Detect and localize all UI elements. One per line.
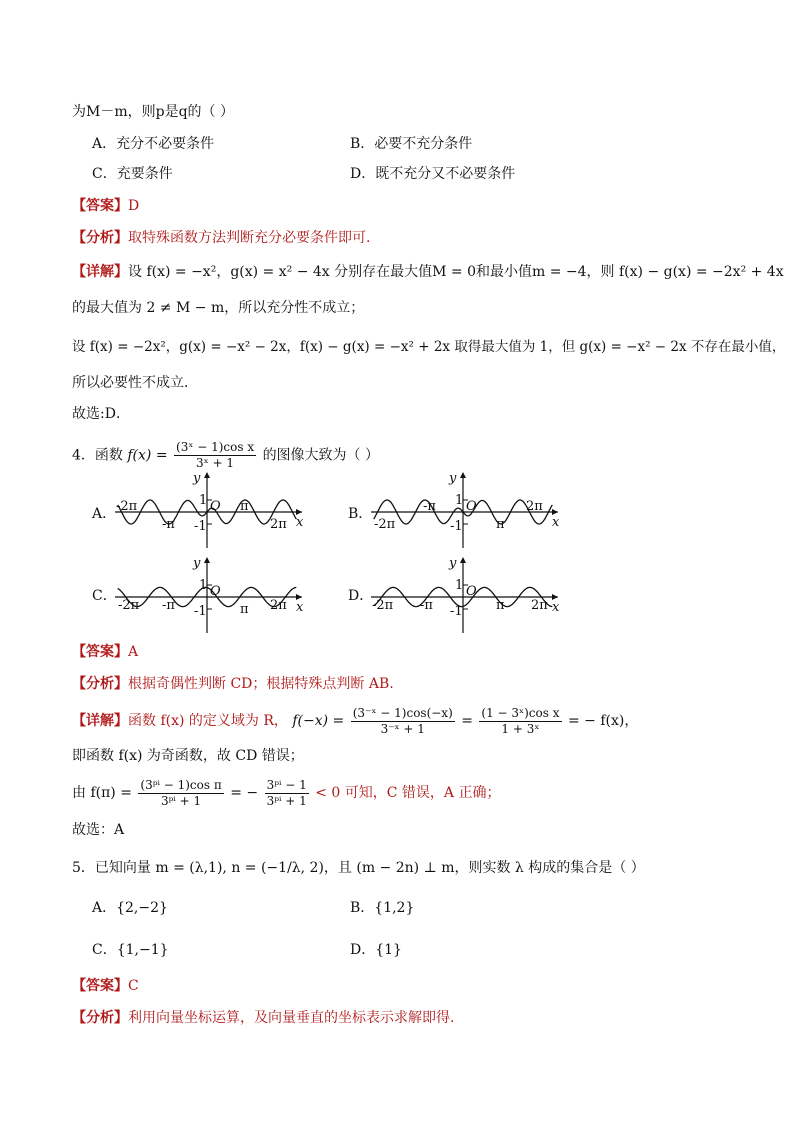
- answer-tag: 【答案】: [72, 978, 128, 994]
- q4-stem: [72, 440, 379, 471]
- detail-tag: 【详解】: [72, 264, 128, 280]
- detail-frac-2-num: (1 − 3ˣ)cos x: [481, 705, 560, 720]
- detail-l3-frac-2-den: 3ᵖⁱ + 1: [266, 793, 307, 808]
- tick-label-2pi: 2π: [531, 598, 548, 613]
- q4-graph-a: [110, 470, 310, 550]
- y-axis-arrow: [460, 472, 466, 478]
- tick-label-neg-pi: -π: [423, 499, 436, 514]
- detail-text-c: = − f(x)，: [567, 713, 639, 729]
- detail-frac-1-num: (3⁻ˣ − 1)cos(−x): [352, 705, 453, 720]
- y-axis-label: y: [193, 471, 201, 486]
- x-axis-label: x: [296, 515, 304, 530]
- q3-detail-row: [72, 262, 784, 282]
- detail-f-neg-x: f(−x) =: [292, 713, 345, 729]
- detail-eq: =: [461, 713, 473, 729]
- q4-graph-c-label: C．: [92, 588, 117, 604]
- detail-frac-2: [479, 706, 561, 737]
- q4-detail-row: [72, 704, 638, 738]
- q4-graph-d: [366, 555, 566, 635]
- q4-graph-d-label: D．: [348, 588, 374, 604]
- one-label: 1: [199, 493, 208, 508]
- q4-numerator: (3ˣ − 1)cos x: [176, 440, 255, 454]
- detail-l3-frac-2: [265, 778, 309, 809]
- q3-choose: 故选:D．: [72, 406, 130, 422]
- q5-option-b: B．{1,2}: [350, 900, 415, 916]
- tick-label-neg-pi: -π: [420, 598, 433, 613]
- x-axis-label: x: [552, 600, 560, 615]
- tick-label-neg-pi: -π: [162, 598, 175, 613]
- q4-graph-b-label: B．: [348, 506, 373, 522]
- q4-analysis-row: [72, 674, 394, 694]
- detail-l3-frac-1: [138, 778, 223, 809]
- q4-denominator: 3ˣ + 1: [196, 456, 235, 470]
- q4-fraction: [174, 440, 256, 471]
- y-axis-label: y: [449, 556, 457, 571]
- tick-label-2pi: 2π: [270, 517, 287, 532]
- q4-detail-line2: 即函数 f(x) 为奇函数，故 CD 错误；: [72, 748, 304, 764]
- tick-label-pi: π: [240, 499, 249, 514]
- detail-l3-frac-2-num: 3ᵖⁱ − 1: [266, 777, 307, 792]
- y-axis-arrow: [204, 557, 210, 563]
- q3-stem-tail: 为M－m，则p是q的（ ）: [72, 104, 234, 120]
- analysis-text: 取特殊函数方法判断充分必要条件即可.: [128, 230, 371, 246]
- q3-option-c: C．充要条件: [92, 166, 173, 182]
- x-axis-label: x: [552, 515, 560, 530]
- q3-detail-line2: 的最大值为 2 ≠ M − m，所以充分性不成立；: [72, 300, 365, 316]
- origin-label: O: [466, 499, 477, 514]
- detail-l3-frac-1-num: (3ᵖⁱ − 1)cos π: [140, 777, 222, 792]
- detail-frac-2-den: 1 + 3ˣ: [501, 721, 540, 736]
- answer-value: A: [128, 644, 139, 660]
- q4-detail-line3: [72, 776, 500, 810]
- q3-option-b: B．必要不充分条件: [350, 136, 473, 152]
- q4-choose: 故选：A: [72, 822, 125, 838]
- analysis-tag: 【分析】: [72, 676, 128, 692]
- analysis-text: 根据奇偶性判断 CD；根据特殊点判断 AB.: [128, 676, 394, 692]
- answer-tag: 【答案】: [72, 198, 128, 214]
- q4-graph-b: [366, 470, 566, 550]
- detail-l3-post: < 0 可知，C 错误，A 正确；: [315, 785, 501, 801]
- detail-text-a: 函数 f(x) 的定义域为 R，: [128, 713, 288, 729]
- q5-option-a: A．{2,−2}: [92, 900, 168, 916]
- tick-label-2pi: 2π: [270, 598, 287, 613]
- tick-label-pi: π: [240, 602, 249, 617]
- one-label: 1: [455, 493, 464, 508]
- tick-label-pi: π: [496, 598, 505, 613]
- q5-answer-row: [72, 976, 139, 996]
- neg-one-label: -1: [194, 519, 207, 534]
- q3-option-a: A．充分不必要条件: [92, 136, 215, 152]
- analysis-text: 利用向量坐标运算，及向量垂直的坐标表示求解即得.: [128, 1010, 455, 1026]
- tick-label-neg-2pi: -2π: [374, 517, 396, 532]
- neg-one-label: -1: [450, 604, 463, 619]
- q3-analysis-row: [72, 228, 370, 248]
- q3-detail-line3: 设 f(x) = −2x²，g(x) = −x² − 2x，f(x) − g(x) = −x² + 2x 取得最大值为 1，但 g(x) = −x² − 2x 不存在最小值，: [72, 339, 786, 355]
- neg-one-label: -1: [194, 604, 207, 619]
- q5-stem: 5．已知向量 m = (λ,1), n = (−1/λ, 2)，且 (m − 2n) ⊥ m，则实数 λ 构成的集合是（ ）: [72, 860, 645, 876]
- origin-label: O: [210, 584, 221, 599]
- detail-l3-frac-1-den: 3ᵖⁱ + 1: [160, 793, 202, 808]
- q5-option-c: C．{1,−1}: [92, 942, 169, 958]
- one-label: 1: [455, 578, 464, 593]
- detail-l3-mid: = −: [230, 785, 259, 801]
- answer-value: C: [128, 978, 139, 994]
- tick-label-neg-2pi: -2π: [118, 598, 140, 613]
- q5-analysis-row: [72, 1008, 454, 1028]
- tick-label-2pi: 2π: [526, 499, 543, 514]
- detail-frac-1-den: 3⁻ˣ + 1: [380, 721, 425, 736]
- y-axis-label: y: [449, 471, 457, 486]
- one-label: 1: [199, 578, 208, 593]
- tick-label-neg-2pi: -2π: [116, 499, 138, 514]
- q3-detail-line4: 所以必要性不成立．: [72, 375, 198, 391]
- origin-label: O: [210, 499, 221, 514]
- tick-label-pi: π: [496, 517, 505, 532]
- q4-stem-pre: 4．函数: [72, 447, 123, 464]
- y-axis-label: y: [193, 556, 201, 571]
- answer-tag: 【答案】: [72, 644, 128, 660]
- q4-fx: f(x) =: [127, 447, 168, 464]
- q4-graph-a-label: A．: [92, 506, 117, 522]
- answer-value: D: [128, 198, 140, 214]
- tick-label-neg-2pi: -2π: [372, 598, 394, 613]
- q4-stem-post: 的图像大致为（ ）: [262, 447, 380, 464]
- detail-text: 设 f(x) = −x²，g(x) = x² − 4x 分别存在最大值M = 0和最小值m = −4，则 f(x) − g(x) = −2x² + 4x: [128, 264, 784, 280]
- q4-answer-row: [72, 642, 138, 662]
- tick-label-neg-pi: -π: [162, 517, 175, 532]
- detail-frac-1: [351, 706, 455, 737]
- q4-graph-c: [110, 555, 310, 635]
- q3-option-d: D．既不充分又不必要条件: [350, 166, 516, 182]
- neg-one-label: -1: [450, 519, 463, 534]
- q5-option-d: D．{1}: [350, 942, 402, 958]
- y-axis-arrow: [460, 557, 466, 563]
- detail-tag: 【详解】: [72, 713, 128, 729]
- y-axis-arrow: [204, 472, 210, 478]
- x-axis-label: x: [296, 600, 304, 615]
- detail-l3-pre: 由 f(π) =: [72, 785, 132, 801]
- analysis-tag: 【分析】: [72, 1010, 128, 1026]
- analysis-tag: 【分析】: [72, 230, 128, 246]
- q3-answer-row: [72, 196, 139, 216]
- origin-label: O: [466, 584, 477, 599]
